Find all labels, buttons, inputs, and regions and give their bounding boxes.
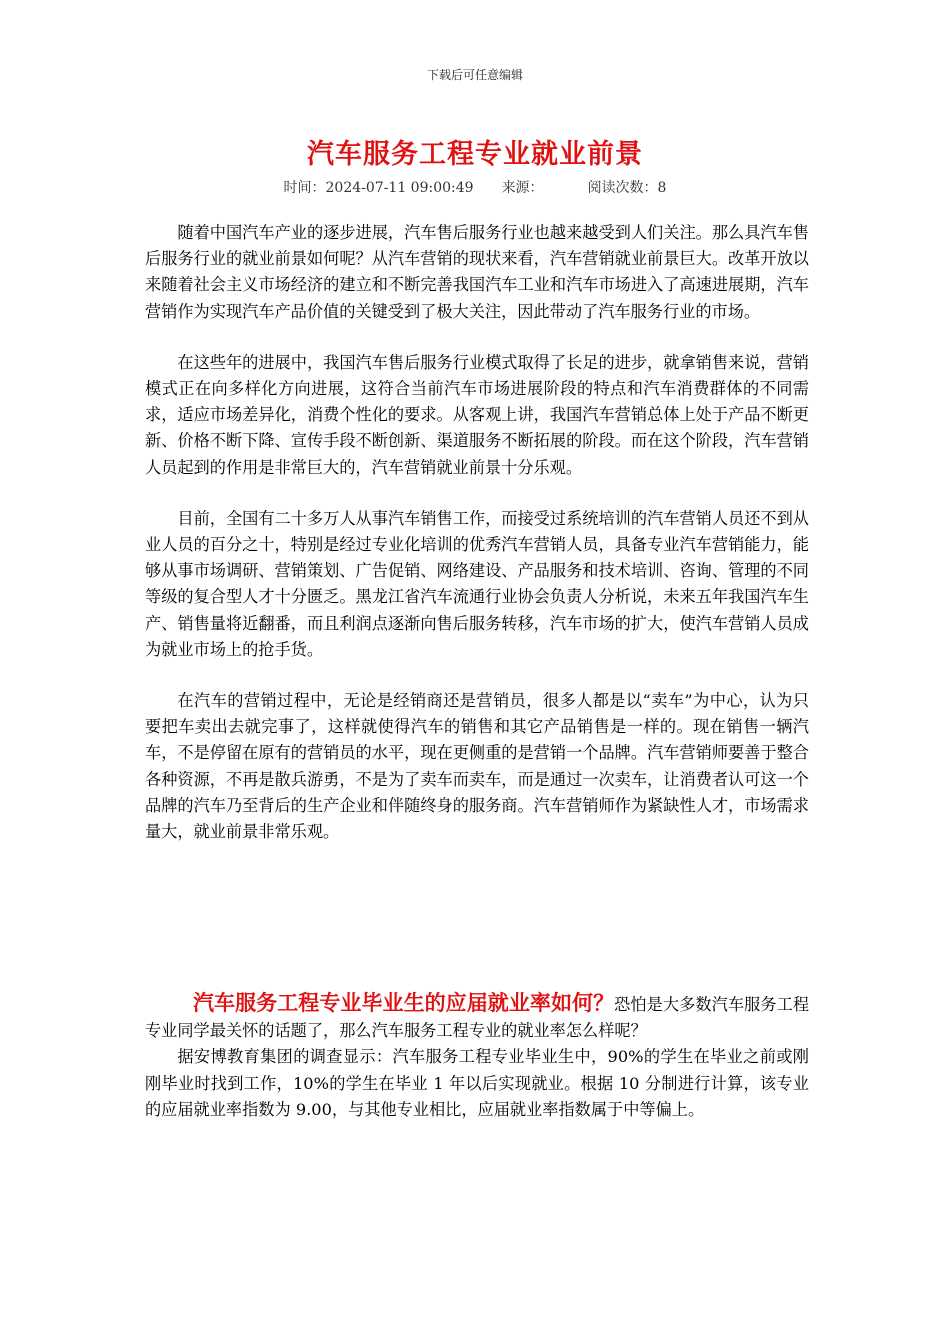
paragraph: 随着中国汽车产业的逐步进展，汽车售后服务行业也越来越受到人们关注。那么具汽车售后服务行业的就业前景如何呢？从汽车营销的现状来看，汽车营销就业前景巨大。改革开放以来随着社会主义市场经济的建立和不断完善我国汽车工业和汽车市场进入了高速进展期，汽车营销作为实现汽车产品价值的关键受到了极大关注，因此带动了汽车服务行业的市场。 <box>145 223 809 321</box>
meta-source: 来源： <box>501 180 544 196</box>
employment-rate-section <box>145 990 809 1123</box>
paragraph: 在汽车的营销过程中，无论是经销商还是营销员，很多人都是以“卖车”为中心，认为只要把车卖出去就完事了，这样就使得汽车的销售和其它产品销售是一样的。现在销售一辆汽车，不是停留在原有的营销员的水平，现在更侧重的是营销一个品牌。汽车营销师要善于整合各种资源，不再是散兵游勇，不是为了卖车而卖车，而是通过一次卖车，让消费者认可这一个品牌的汽车乃至背后的生产企业和伴随终身的服务商。汽车营销师作为紧缺性人才，市场需求量大，就业前景非常乐观。 <box>145 691 809 842</box>
article-title: 汽车服务工程专业就业前景 <box>307 139 643 170</box>
meta-time: 时间：2024-07-11 09:00:49 <box>283 180 474 196</box>
section-subtitle: 汽车服务工程专业毕业生的应届就业率如何？ <box>193 991 615 1015</box>
meta-views: 阅读次数：8 <box>587 180 667 196</box>
article-meta <box>0 177 950 197</box>
paragraph: 目前，全国有二十多万人从事汽车销售工作，而接受过系统培训的汽车营销人员还不到从业人员的百分之十，特别是经过专业化培训的优秀汽车营销人员，具备专业汽车营销能力，能够从事市场调研、营销策划、广告促销、网络建设、产品服务和技术培训、咨询、管理的不同等级的复合型人才十分匮乏。黑龙江省汽车流通行业协会负责人分析说，未来五年我国汽车生产、销售量将近翻番，而且利润点逐渐向售后服务转移，汽车市场的扩大，使汽车营销人员成为就业市场上的抢手货。 <box>145 508 809 659</box>
header-note: 下载后可任意编辑 <box>426 68 523 82</box>
paragraph: 在这些年的进展中，我国汽车售后服务行业模式取得了长足的进步，就拿销售来说，营销模式正在向多样化方向进展，这符合当前汽车市场进展阶段的特点和汽车消费群体的不同需求，适应市场差异化，消费个性化的要求。从客观上讲，我国汽车营销总体上处于产品不断更新、价格不断下降、宣传手段不断创新、渠道服务不断拓展的阶段。而在这个阶段，汽车营销人员起到的作用是非常巨大的，汽车营销就业前景十分乐观。 <box>145 352 809 477</box>
section-intro <box>145 990 809 1044</box>
article-body <box>145 220 809 870</box>
paragraph: 据安博教育集团的调查显示：汽车服务工程专业毕业生中，90%的学生在毕业之前或刚刚毕业时找到工作，10%的学生在毕业 1 年以后实现就业。根据 10 分制进行计算，该专业的应届就业率指数为 9.00，与其他专业相比，应届就业率指数属于中等偏上。 <box>145 1047 809 1119</box>
section-intro-text: 恐怕是大多数汽车服务工程专业同学最关怀的话题了，那么汽车服务工程专业的就业率怎么样呢？ <box>145 995 810 1041</box>
